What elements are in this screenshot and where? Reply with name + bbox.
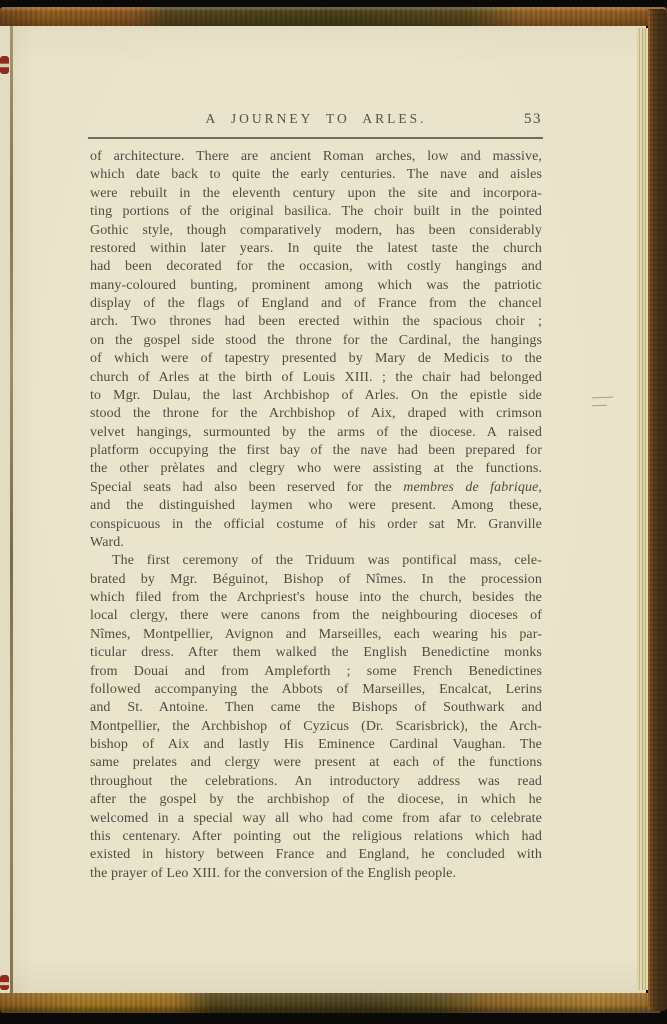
text-line: the other prèlates and clegry who were assisting at the functions. [90,461,542,477]
text-line: were rebuilt in the eleventh century upon the site and incorpora- [90,185,542,201]
text-line: which date back to quite the early centuries. The nave and aisles [90,167,542,183]
text-line: conspicuous in the official costume of his order sat Mr. Granville [90,516,542,532]
text-line: to Mgr. Dulau, the last Archbishop of Arles. On the epistle side [90,387,542,403]
page-content [90,107,542,883]
text-line: arch. Two thrones had been erected within the spacious choir ; [90,314,542,330]
book-cover-top-edge [0,7,667,26]
paragraph-1-lines-a [90,148,542,479]
headband-bottom [0,975,9,990]
text-line: of which were of tapestry presented by Mary de Medicis to the [90,351,542,367]
text-line: velvet hangings, surmounted by the arms of the diocese. A raised [90,424,542,440]
text-line: restored within later years. In quite the latest taste the church [90,240,542,256]
headband-top [0,56,9,74]
body-text [90,148,542,883]
text-line: brated by Mgr. Béguinot, Bishop of Nîmes. In the procession [90,571,542,587]
page-number: 53 [524,111,542,127]
text-line: and the distinguished laymen who were present. Among these, [90,498,542,514]
text-line: display of the flags of England and of France from the chancel [90,296,542,311]
running-header-title: A JOURNEY TO ARLES. [205,111,427,126]
text-line: Ward. [90,534,124,550]
text-line: Nîmes, Montpellier, Avignon and Marseilles, each wearing his par- [90,626,542,642]
text-line: throughout the celebrations. An introductory address was read [90,773,542,789]
text-segment: Special seats had also been reserved for the [90,479,404,495]
text-line: on the gospel side stood the throne for the Cardinal, the hangings [90,332,542,348]
text-line: church of Arles at the birth of Louis XIII. ; the chair had belonged [90,369,542,385]
text-line: Montpellier, the Archbishop of Cyzicus (Dr. Scarisbrick), the Arch- [90,718,542,734]
text-line: same prelates and clergy were present at each of the functions [90,755,542,771]
text-line: followed accompanying the Abbots of Marseilles, Encalcat, Lerins [90,681,542,697]
text-line: the prayer of Leo XIII. for the conversion of the English people. [90,865,457,881]
text-line: had been decorated for the occasion, with costly hangings and [90,259,542,275]
text-line: which filed from the Archpriest's house into the church, besides the [90,590,542,605]
text-line: welcomed in a special way all who had come from afar to celebrate [90,810,542,826]
text-line: of architecture. There are ancient Roman arches, low and massive, [90,149,542,164]
text-line: this centenary. After pointing out the religious relations which had [90,828,542,844]
text-line: ticular dress. After them walked the English Benedictine monks [90,645,542,661]
book-cover-bottom-edge [0,993,662,1013]
book-cover-right-edge [648,9,667,1011]
text-line: ting portions of the original basilica. The choir built in the pointed [90,204,542,220]
text-line: and St. Antoine. Then came the Bishops of Southwark and [90,700,542,716]
header-rule [88,137,543,139]
text-line: after the gospel by the archbishop of the diocese, in which he [90,792,542,808]
text-line: many-coloured bunting, prominent among which was the patriotic [90,277,542,293]
text-line-with-italic [90,479,542,497]
paragraph-2-lines [90,571,542,865]
paragraph-1-lines-b [90,497,542,534]
text-line: bishop of Aix and lastly His Eminence Cardinal Vaughan. The [90,737,542,752]
text-line: from Douai and from Ampleforth ; some French Benedictines [90,663,542,679]
left-page-edge [0,24,10,995]
running-header [90,107,542,131]
gutter-shadow [10,24,13,995]
italic-text-segment: membres de fabrique, [403,479,542,495]
text-line: Gothic style, though comparatively modern, has been considerably [90,222,542,238]
text-line: The first ceremony of the Triduum was pontifical mass, cele- [112,553,542,569]
text-line: existed in history between France and England, he concluded with [90,847,542,863]
text-line: local clergy, there were canons from the neighbouring dioceses of [90,608,542,624]
page-edge-stack [637,28,648,990]
text-line: platform occupying the first bay of the nave had been prepared for [90,443,542,458]
text-line: stood the throne for the Archbishop of Aix, draped with crimson [90,406,542,422]
